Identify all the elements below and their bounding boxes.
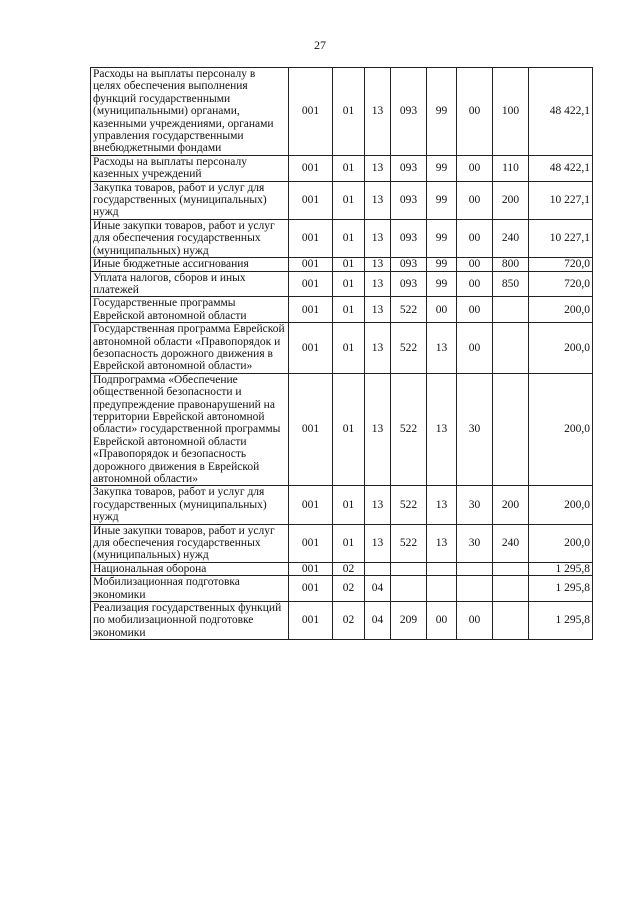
table-row: [91, 602, 593, 640]
row-subsection-code: 13: [365, 219, 391, 257]
row-expense-type-code: [493, 602, 529, 640]
row-program-code: 522: [391, 297, 427, 323]
row-subprogram-code: 00: [427, 297, 457, 323]
row-amount: 1 295,8: [529, 562, 593, 575]
row-section-code: 02: [333, 602, 365, 640]
row-expense-type-code: [493, 576, 529, 602]
row-subprogram-code: 00: [427, 602, 457, 640]
row-name: Расходы на выплаты персоналу казенных учреждений: [91, 155, 289, 181]
row-ministry-code: 001: [289, 373, 333, 486]
row-subprogram-code: 13: [427, 524, 457, 562]
row-direction-code: 30: [457, 524, 493, 562]
row-ministry-code: 001: [289, 297, 333, 323]
row-ministry-code: 001: [289, 219, 333, 257]
row-name: Расходы на выплаты персоналу в целях обеспечения выполнения функций государственными (муниципальными) органами, казенными учреждениями, органами управления государственными внебюджетными фондами: [91, 68, 289, 156]
table-body: [91, 68, 593, 640]
row-direction-code: 00: [457, 68, 493, 156]
row-subsection-code: 13: [365, 155, 391, 181]
row-expense-type-code: 240: [493, 524, 529, 562]
table-row: [91, 562, 593, 575]
row-program-code: 522: [391, 486, 427, 524]
table-row: [91, 524, 593, 562]
row-expense-type-code: 200: [493, 486, 529, 524]
row-subsection-code: 13: [365, 68, 391, 156]
row-direction-code: 30: [457, 486, 493, 524]
row-program-code: 522: [391, 524, 427, 562]
row-expense-type-code: [493, 562, 529, 575]
row-ministry-code: 001: [289, 576, 333, 602]
table-row: [91, 181, 593, 219]
row-program-code: 093: [391, 258, 427, 271]
row-name: Иные закупки товаров, работ и услуг для обеспечения государственных (муниципальных) нужд: [91, 524, 289, 562]
row-section-code: 01: [333, 258, 365, 271]
row-ministry-code: 001: [289, 486, 333, 524]
row-subprogram-code: 13: [427, 323, 457, 374]
row-program-code: 093: [391, 271, 427, 297]
row-subsection-code: [365, 562, 391, 575]
row-name: Мобилизационная подготовка экономики: [91, 576, 289, 602]
budget-table: [90, 67, 593, 640]
row-name: Государственная программа Еврейской автономной области «Правопорядок и безопасность дорожного движения в Еврейской автономной области»: [91, 323, 289, 374]
row-amount: 200,0: [529, 486, 593, 524]
row-amount: 720,0: [529, 271, 593, 297]
row-expense-type-code: 100: [493, 68, 529, 156]
row-name: Закупка товаров, работ и услуг для государственных (муниципальных) нужд: [91, 181, 289, 219]
row-expense-type-code: 110: [493, 155, 529, 181]
row-subsection-code: 13: [365, 181, 391, 219]
row-amount: 10 227,1: [529, 219, 593, 257]
row-subprogram-code: 99: [427, 271, 457, 297]
table-row: [91, 68, 593, 156]
row-program-code: 093: [391, 68, 427, 156]
row-program-code: 093: [391, 181, 427, 219]
row-amount: 10 227,1: [529, 181, 593, 219]
row-amount: 1 295,8: [529, 576, 593, 602]
row-amount: 200,0: [529, 323, 593, 374]
table-row: [91, 271, 593, 297]
row-expense-type-code: 240: [493, 219, 529, 257]
row-program-code: 522: [391, 323, 427, 374]
row-section-code: 02: [333, 562, 365, 575]
row-name: Национальная оборона: [91, 562, 289, 575]
row-subsection-code: 13: [365, 297, 391, 323]
row-section-code: 01: [333, 181, 365, 219]
table-row: [91, 155, 593, 181]
row-name: Реализация государственных функций по мобилизационной подготовке экономики: [91, 602, 289, 640]
row-ministry-code: 001: [289, 271, 333, 297]
table-row: [91, 258, 593, 271]
row-section-code: 01: [333, 219, 365, 257]
row-name: Иные закупки товаров, работ и услуг для обеспечения государственных (муниципальных) нужд: [91, 219, 289, 257]
row-ministry-code: 001: [289, 258, 333, 271]
row-ministry-code: 001: [289, 524, 333, 562]
row-amount: 200,0: [529, 373, 593, 486]
row-subprogram-code: 99: [427, 155, 457, 181]
row-subprogram-code: 13: [427, 486, 457, 524]
row-direction-code: 00: [457, 155, 493, 181]
row-section-code: 02: [333, 576, 365, 602]
row-section-code: 01: [333, 155, 365, 181]
row-subsection-code: 13: [365, 258, 391, 271]
row-direction-code: 00: [457, 602, 493, 640]
row-direction-code: [457, 576, 493, 602]
row-ministry-code: 001: [289, 562, 333, 575]
table-row: [91, 297, 593, 323]
row-program-code: [391, 562, 427, 575]
row-direction-code: [457, 562, 493, 575]
row-expense-type-code: [493, 323, 529, 374]
row-name: Государственные программы Еврейской автономной области: [91, 297, 289, 323]
row-program-code: 209: [391, 602, 427, 640]
row-direction-code: 30: [457, 373, 493, 486]
row-name: Закупка товаров, работ и услуг для государственных (муниципальных) нужд: [91, 486, 289, 524]
row-program-code: 093: [391, 155, 427, 181]
table-row: [91, 323, 593, 374]
row-name: Подпрограмма «Обеспечение общественной безопасности и предупреждение правонарушений на территории Еврейской автономной области» государственной программы Еврейской автономной области «Правопорядок и безопасность дорожного движения в Еврейской автономной области»: [91, 373, 289, 486]
row-program-code: [391, 576, 427, 602]
table-row: [91, 576, 593, 602]
row-subprogram-code: 99: [427, 258, 457, 271]
row-direction-code: 00: [457, 297, 493, 323]
row-expense-type-code: [493, 297, 529, 323]
row-ministry-code: 001: [289, 68, 333, 156]
row-section-code: 01: [333, 323, 365, 374]
row-subsection-code: 13: [365, 271, 391, 297]
row-ministry-code: 001: [289, 155, 333, 181]
row-amount: 720,0: [529, 258, 593, 271]
row-subprogram-code: [427, 562, 457, 575]
row-subprogram-code: 99: [427, 68, 457, 156]
row-expense-type-code: 800: [493, 258, 529, 271]
row-name: Иные бюджетные ассигнования: [91, 258, 289, 271]
row-ministry-code: 001: [289, 602, 333, 640]
row-ministry-code: 001: [289, 323, 333, 374]
row-section-code: 01: [333, 486, 365, 524]
row-subsection-code: 13: [365, 323, 391, 374]
row-subprogram-code: 99: [427, 219, 457, 257]
row-subsection-code: 13: [365, 486, 391, 524]
row-subsection-code: 13: [365, 524, 391, 562]
row-subsection-code: 04: [365, 602, 391, 640]
row-direction-code: 00: [457, 323, 493, 374]
row-amount: 48 422,1: [529, 155, 593, 181]
row-direction-code: 00: [457, 271, 493, 297]
table-row: [91, 373, 593, 486]
row-amount: 48 422,1: [529, 68, 593, 156]
row-expense-type-code: 850: [493, 271, 529, 297]
row-ministry-code: 001: [289, 181, 333, 219]
row-subprogram-code: [427, 576, 457, 602]
table-row: [91, 486, 593, 524]
row-subprogram-code: 99: [427, 181, 457, 219]
row-subprogram-code: 13: [427, 373, 457, 486]
row-expense-type-code: 200: [493, 181, 529, 219]
row-section-code: 01: [333, 271, 365, 297]
row-direction-code: 00: [457, 219, 493, 257]
row-subsection-code: 04: [365, 576, 391, 602]
row-program-code: 093: [391, 219, 427, 257]
page-number: 27: [314, 38, 326, 52]
row-section-code: 01: [333, 524, 365, 562]
row-section-code: 01: [333, 68, 365, 156]
row-amount: 200,0: [529, 297, 593, 323]
row-subsection-code: 13: [365, 373, 391, 486]
row-name: Уплата налогов, сборов и иных платежей: [91, 271, 289, 297]
row-expense-type-code: [493, 373, 529, 486]
row-amount: 1 295,8: [529, 602, 593, 640]
row-amount: 200,0: [529, 524, 593, 562]
row-section-code: 01: [333, 373, 365, 486]
row-program-code: 522: [391, 373, 427, 486]
row-direction-code: 00: [457, 258, 493, 271]
table-row: [91, 219, 593, 257]
row-direction-code: 00: [457, 181, 493, 219]
row-section-code: 01: [333, 297, 365, 323]
